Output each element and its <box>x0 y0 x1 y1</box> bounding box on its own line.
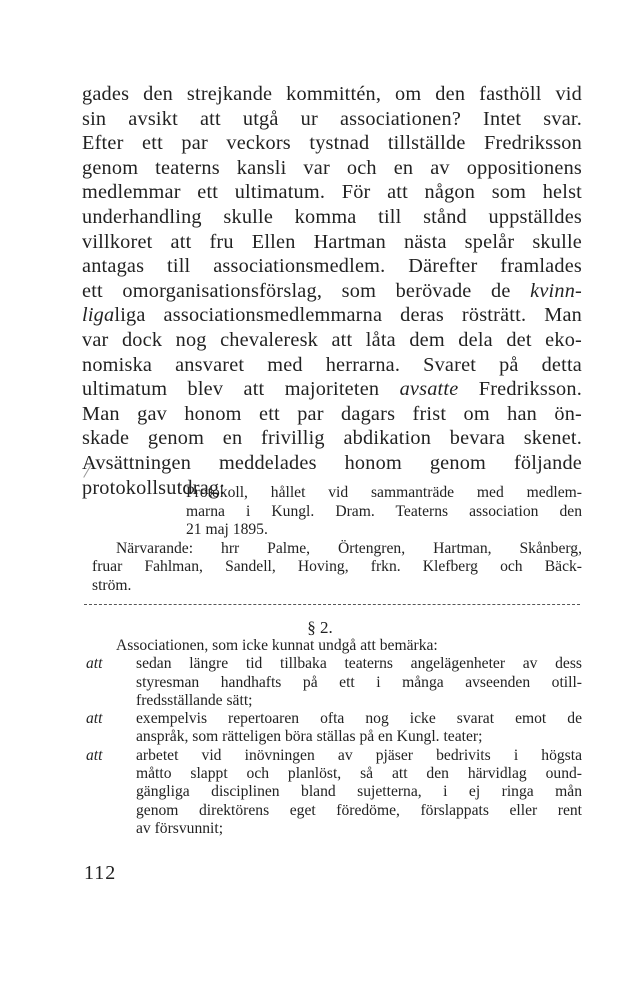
clause-line: exempelvis repertoaren ofta nog icke svarat emot de <box>136 710 582 728</box>
protocol-line: marna i Kungl. Dram. Teaterns association den <box>186 502 582 520</box>
dashed-divider <box>84 604 580 605</box>
protocol-line: Närvarande: hrr Palme, Örtengren, Hartman, Skånberg, <box>116 539 582 557</box>
body-line: Avsättningen meddelades honom genom följande <box>82 451 582 474</box>
clause-line: sedan längre tid tillbaka teaterns angelägenheter av dess <box>136 655 582 673</box>
protocol-line: 21 maj 1895. <box>186 521 268 539</box>
clause-line: anspråk, som rätteligen böra ställas på en Kungl. teater; <box>136 728 483 746</box>
clause-line: gängliga disciplinen bland sujetterna, i ej ringa mån <box>136 783 582 801</box>
body-line <box>82 377 582 402</box>
clause-line: styresman handhafts på ett i många avseenden otill- <box>136 673 582 691</box>
att-clause <box>86 747 582 838</box>
clause-line: fredsställande sätt; <box>136 691 253 709</box>
protocol-block <box>82 484 582 596</box>
body-line: antagas till associationsmedlem. Därefter framlades <box>82 255 582 278</box>
body-line: nomiska ansvaret med herrarna. Svaret på detta <box>82 353 582 376</box>
clause-line: genom direktörens eget föredöme, förslappats eller rent <box>136 801 582 819</box>
body-line: gades den strejkande kommittén, om den fasthöll vid <box>82 83 582 105</box>
protocol-line: Protokoll, hållet vid sammanträde med medlem- <box>186 484 582 501</box>
clause-line: av försvunnit; <box>136 819 224 837</box>
body-line <box>82 279 582 304</box>
body-line-text: liga associationsmedlemmarna deras rösträtt. Man <box>114 304 582 327</box>
att-label: att <box>86 710 103 728</box>
body-line: underhandling skulle komma till stånd uppställdes <box>82 205 582 228</box>
body-text <box>82 82 582 500</box>
body-line: villkoret att fru Ellen Hartman nästa spelår skulle <box>82 230 582 253</box>
protocol-line: fruar Fahlman, Sandell, Hoving, frkn. Klefberg och Bäck- <box>92 558 582 576</box>
att-label: att <box>86 655 103 673</box>
body-line: var dock nog chevaleresk att låta dem dela det eko- <box>82 328 582 351</box>
att-clause <box>86 655 582 710</box>
body-line: Efter ett par veckors tystnad tillställde Fredriksson <box>82 132 582 155</box>
body-line-text: Fredriksson. <box>458 378 582 401</box>
body-line-text: ultimatum blev att majoriteten <box>82 378 400 401</box>
page-number: 112 <box>84 862 117 884</box>
section-body <box>86 637 582 838</box>
body-line: medlemmar ett ultimatum. För att någon som helst <box>82 181 582 204</box>
clause-line: måtto slappt och planlöst, så att den härvidlag ound- <box>136 765 582 783</box>
body-line: genom teaterns kansli var och en av oppositionens <box>82 156 582 179</box>
protocol-line: ström. <box>92 576 132 594</box>
att-label: att <box>86 746 103 764</box>
section-heading: § 2. <box>307 618 333 637</box>
clause-line: arbetet vid inövningen av pjäser bedrivits i högsta <box>136 746 582 764</box>
body-line: protokollsutdrag: <box>82 476 226 499</box>
att-clause <box>86 710 582 747</box>
body-line <box>82 303 582 328</box>
body-line: skade genom en frivillig abdikation bevara skenet. <box>82 427 582 450</box>
italic-word: kvinn- <box>530 279 582 302</box>
body-line: Man gav honom ett par dagars frist om han ön- <box>82 402 582 425</box>
body-line-text: ett omorganisationsförslag, som berövade de <box>82 279 531 302</box>
body-line: sin avsikt att utgå ur associationen? Intet svar. <box>82 107 582 130</box>
italic-word: avsatte <box>399 378 459 401</box>
italic-word: liga <box>82 304 115 327</box>
section-intro: Associationen, som icke kunnat undgå att bemärka: <box>116 637 438 654</box>
